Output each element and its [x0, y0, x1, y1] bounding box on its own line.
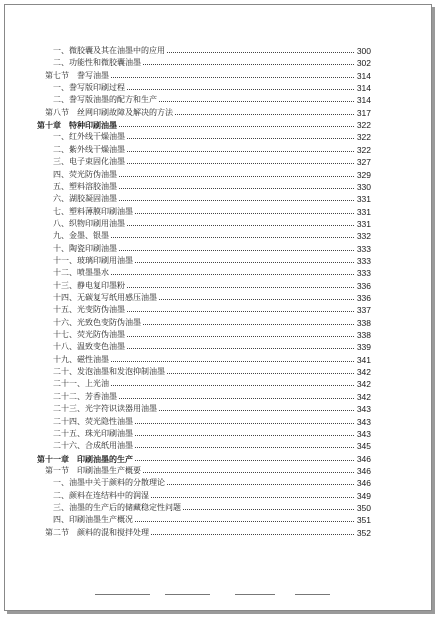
toc-entry-page: 317	[356, 107, 371, 118]
toc-entry	[5, 131, 431, 143]
toc-entry-page: 322	[356, 132, 371, 143]
toc-entry	[5, 490, 431, 502]
toc-entry-page: 338	[356, 330, 371, 341]
toc-entry-page: 351	[356, 515, 371, 526]
toc-entry	[5, 453, 431, 465]
toc-entry	[5, 317, 431, 329]
toc-entry-title: 十九、磁性油墨	[53, 354, 109, 364]
toc-entry-page: 333	[356, 268, 371, 279]
toc-leader-dots	[135, 460, 354, 461]
toc-entry	[5, 119, 431, 131]
toc-leader-dots	[175, 114, 354, 115]
toc-leader-dots	[135, 423, 354, 424]
toc-entry-page: 314	[356, 70, 371, 81]
toc-entry-title: 二十五、珠光印刷油墨	[53, 428, 133, 438]
toc-entry-title: 八、织物印刷用油墨	[53, 218, 125, 228]
toc-entry-page: 339	[356, 342, 371, 353]
toc-entry-title: 第七节 誊写油墨	[45, 70, 109, 80]
toc-leader-dots	[159, 299, 354, 300]
toc-entry-title: 二、颜料在连结料中的润湿	[53, 490, 149, 500]
toc-leader-dots	[127, 151, 354, 152]
toc-leader-dots	[127, 311, 354, 312]
toc-leader-dots	[119, 250, 354, 251]
toc-entry-page: 349	[356, 490, 371, 501]
toc-entry-page: 333	[356, 255, 371, 266]
toc-entry-title: 一、誊写版印刷过程	[53, 83, 125, 93]
toc-entry	[5, 354, 431, 366]
toc-entry-title: 六、湖胶凝固油墨	[53, 194, 117, 204]
toc-leader-dots	[111, 274, 354, 275]
toc-entry	[5, 329, 431, 341]
toc-entry-title: 三、电子束固化油墨	[53, 157, 125, 167]
toc-entry-page: 331	[356, 218, 371, 229]
toc-leader-dots	[135, 521, 354, 522]
toc-leader-dots	[159, 101, 354, 102]
toc-entry-page: 352	[356, 527, 371, 538]
toc-entry	[5, 156, 431, 168]
toc-leader-dots	[135, 213, 354, 214]
toc-leader-dots	[159, 410, 354, 411]
toc-leader-dots	[167, 52, 354, 53]
toc-entry	[5, 107, 431, 119]
toc-entry-page: 332	[356, 231, 371, 242]
toc-entry	[5, 218, 431, 230]
toc-entry-page: 341	[356, 354, 371, 365]
toc-entry	[5, 527, 431, 539]
toc-entry-page: 336	[356, 293, 371, 303]
toc-leader-dots	[127, 138, 354, 139]
toc-entry	[5, 57, 431, 69]
toc-leader-dots	[151, 497, 354, 498]
toc-entry	[5, 255, 431, 267]
toc-entry-title: 二十四、荧光隐性油墨	[53, 416, 133, 426]
toc-entry-page: 343	[356, 404, 371, 415]
toc-leader-dots	[135, 447, 354, 448]
toc-entry-title: 十八、温致变色油墨	[53, 342, 125, 352]
toc-entry-title: 四、印刷油墨生产概况	[53, 515, 133, 525]
toc-entry	[5, 292, 431, 304]
toc-entry-title: 第八节 丝网印刷故障及解决的方法	[45, 107, 173, 117]
toc-leader-dots	[143, 324, 354, 325]
toc-entry-title: 七、塑料薄膜印刷油墨	[53, 206, 133, 216]
toc-entry-page: 322	[356, 144, 371, 155]
toc-leader-dots	[167, 373, 354, 374]
toc-entry-page: 302	[356, 58, 371, 69]
toc-entry	[5, 304, 431, 316]
toc-leader-dots	[111, 237, 354, 238]
toc-leader-dots	[143, 64, 354, 65]
toc-entry-page: 345	[356, 441, 371, 452]
toc-entry-title: 三、油墨的生产后的储藏稳定性问题	[53, 502, 181, 512]
toc-entry	[5, 280, 431, 292]
toc-leader-dots	[119, 188, 354, 189]
toc-entry	[5, 230, 431, 242]
toc-entry-title: 十五、光变防伪油墨	[53, 305, 125, 315]
toc-entry-page: 322	[356, 120, 371, 131]
toc-entry-page: 342	[356, 391, 371, 402]
toc-leader-dots	[135, 262, 354, 263]
toc-entry-title: 二十三、光字符识读器用油墨	[53, 404, 157, 414]
toc-leader-dots	[135, 435, 354, 436]
toc-entry-title: 二、功能性和微胶囊油墨	[53, 58, 141, 68]
toc-entry-page: 336	[356, 280, 371, 291]
toc-entry-page: 350	[356, 502, 371, 513]
toc-leader-dots	[127, 89, 354, 90]
toc-entry-page: 300	[356, 46, 371, 56]
toc-entry-page: 346	[356, 478, 371, 489]
toc-entry-page: 329	[356, 169, 371, 180]
toc-entry-title: 一、红外线干燥油墨	[53, 132, 125, 142]
toc-entry-title: 二、誊写版油墨的配方和生产	[53, 95, 157, 105]
toc-entry-title: 十三、静电复印墨粉	[53, 280, 125, 290]
toc-leader-dots	[119, 176, 354, 177]
toc-leader-dots	[151, 534, 354, 535]
toc-entry-page: 342	[356, 379, 371, 390]
document-page	[4, 4, 432, 611]
toc-leader-dots	[127, 336, 354, 337]
toc-entry-title: 二十一、上光油	[53, 379, 109, 389]
toc-entry-title: 第一节 印刷油墨生产概要	[45, 465, 141, 475]
toc-entry	[5, 181, 431, 193]
toc-entry-title: 二、紫外线干燥油墨	[53, 144, 125, 154]
toc-entry-page: 346	[356, 453, 371, 464]
toc-leader-dots	[119, 200, 354, 201]
toc-entry	[5, 82, 431, 94]
toc-leader-dots	[111, 361, 354, 362]
toc-entry	[5, 94, 431, 106]
toc-entry-title: 第二节 颜料的混和搅拌处理	[45, 527, 149, 537]
toc-leader-dots	[111, 385, 354, 386]
toc-entry	[5, 267, 431, 279]
toc-entry-title: 一、油墨中关于颜料的分散理论	[53, 478, 165, 488]
toc-entry-page: 330	[356, 181, 371, 192]
toc-entry-page: 343	[356, 428, 371, 439]
toc-entry	[5, 514, 431, 526]
toc-entry	[5, 502, 431, 514]
toc-entry-page: 343	[356, 416, 371, 427]
toc-entry-title: 十六、光致色变防伪油墨	[53, 317, 141, 327]
toc-entry	[5, 45, 431, 57]
toc-entry-page: 338	[356, 317, 371, 328]
toc-entry	[5, 144, 431, 156]
toc-leader-dots	[167, 484, 354, 485]
toc-entry-title: 十四、无碳复写纸用感压油墨	[53, 293, 157, 302]
toc-entry	[5, 193, 431, 205]
toc-entry	[5, 477, 431, 489]
toc-entry-title: 九、金墨、银墨	[53, 231, 109, 241]
toc-leader-dots	[119, 126, 354, 127]
toc-entry-page: 331	[356, 194, 371, 205]
toc-entry-title: 一、微胶囊及其在油墨中的应用	[53, 46, 165, 55]
toc-entry	[5, 169, 431, 181]
toc-entry	[5, 341, 431, 353]
toc-entry	[5, 206, 431, 218]
toc-leader-dots	[127, 163, 354, 164]
toc-entry-title: 二十二、芳香油墨	[53, 391, 117, 401]
toc-entry-title: 十、陶瓷印刷油墨	[53, 243, 117, 253]
toc-entry-title: 十二、喷墨墨水	[53, 268, 109, 278]
toc-leader-dots	[119, 398, 354, 399]
footer-rule	[5, 594, 431, 598]
toc-entry	[5, 391, 431, 403]
toc-leader-dots	[127, 348, 354, 349]
toc-entry-page: 331	[356, 206, 371, 217]
toc-entry-title: 二十六、合成纸用油墨	[53, 441, 133, 451]
toc-entry	[5, 428, 431, 440]
toc-leader-dots	[143, 472, 354, 473]
toc-entry	[5, 70, 431, 82]
toc-entry-page: 327	[356, 157, 371, 168]
toc-entry-title: 二十、发泡油墨和发泡抑制油墨	[53, 367, 165, 377]
toc-entry	[5, 243, 431, 255]
toc-leader-dots	[111, 77, 354, 78]
toc-entry-page: 346	[356, 465, 371, 476]
toc-entry	[5, 378, 431, 390]
toc-entry-title: 第十一章 印刷油墨的生产	[37, 453, 133, 464]
toc-entry-title: 第十章 特种印刷油墨	[37, 120, 117, 131]
toc-entry	[5, 403, 431, 415]
toc-entry-page: 314	[356, 95, 371, 106]
toc-entry	[5, 465, 431, 477]
toc-entry-page: 333	[356, 243, 371, 254]
toc-entry-title: 五、塑料溶胶油墨	[53, 181, 117, 191]
toc-leader-dots	[183, 509, 354, 510]
toc-entry-title: 十一、玻璃印刷用油墨	[53, 255, 133, 265]
toc-entry-page: 342	[356, 367, 371, 378]
toc-entry	[5, 440, 431, 452]
toc-entry	[5, 366, 431, 378]
toc-entry-page: 314	[356, 83, 371, 94]
toc-entry	[5, 416, 431, 428]
toc-entry-title: 十七、荧光防伪油墨	[53, 330, 125, 340]
toc-leader-dots	[127, 287, 354, 288]
toc-leader-dots	[127, 225, 354, 226]
toc-entry-title: 四、荧光防伪油墨	[53, 169, 117, 179]
toc-entry-page: 337	[356, 305, 371, 316]
